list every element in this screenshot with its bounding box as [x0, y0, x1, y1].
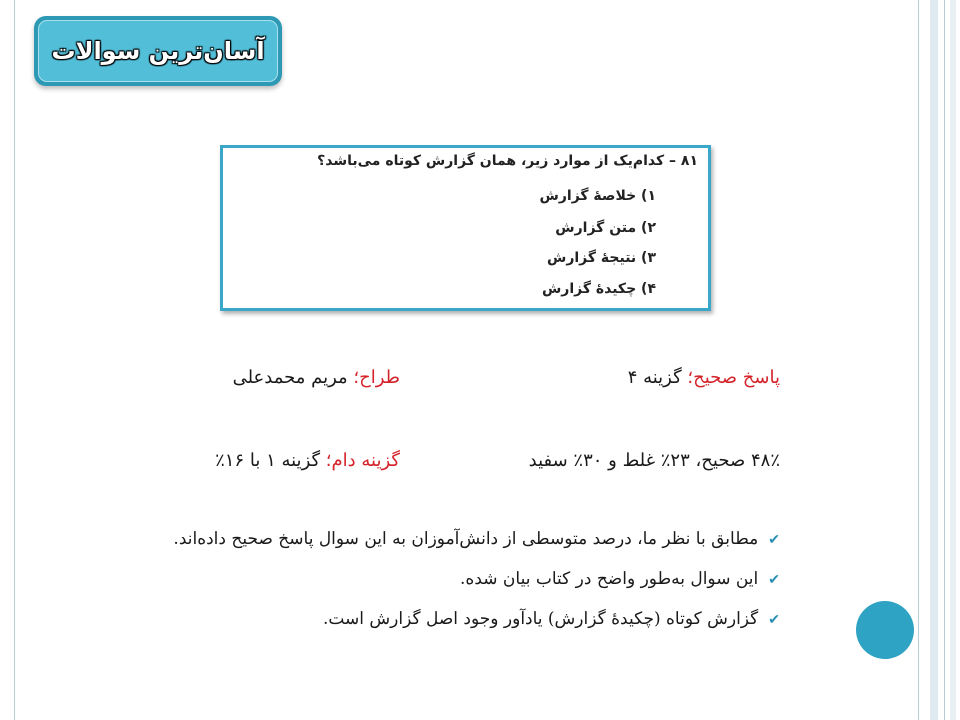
slide-title-badge-inner [38, 20, 278, 82]
note-text: گزارش کوتاه (چکیدهٔ گزارش) یادآور وجود اصل گزارش است. [322, 609, 759, 629]
slide-title: آسان‌ترین سوالات [51, 37, 265, 65]
question-option-4: ۴) چکیدهٔ گزارش [541, 281, 656, 297]
designer-value: مریم محمدعلی [232, 367, 354, 388]
left-frame-line [14, 0, 15, 720]
trap-option [215, 450, 400, 471]
note-item [80, 525, 780, 565]
designer [233, 367, 400, 388]
trap-option-value: گزینه ۱ با ۱۶٪ [215, 450, 326, 471]
question-stem: ۸۱ – کدام‌یک از موارد زیر، همان گزارش کوتاه می‌باشد؟ [317, 153, 698, 169]
correct-answer [628, 367, 780, 388]
check-icon: ✔ [768, 612, 780, 628]
answer-stats: ۴۸٪ صحیح، ۲۳٪ غلط و ۳۰٪ سفید [528, 450, 780, 471]
correct-answer-label: پاسخ صحیح؛ [687, 367, 780, 388]
note-item [80, 605, 780, 645]
right-frame-line-outer [944, 0, 945, 720]
notes-list [80, 525, 780, 645]
right-frame-band [930, 0, 938, 720]
question-option-1: ۱) خلاصهٔ گزارش [539, 188, 656, 204]
check-icon: ✔ [768, 532, 780, 548]
designer-label: طراح؛ [353, 367, 400, 388]
question-option-3: ۳) نتیجهٔ گزارش [547, 250, 656, 266]
slide-title-badge [34, 16, 282, 86]
right-frame-band-outer [950, 0, 956, 720]
correct-answer-value: گزینه ۴ [627, 367, 688, 388]
question-option-2: ۲) متن گزارش [555, 220, 656, 236]
decorative-circle [856, 601, 914, 659]
check-icon: ✔ [768, 572, 780, 588]
trap-option-label: گزینه دام؛ [325, 450, 400, 471]
note-item [80, 565, 780, 605]
question-box [220, 145, 711, 311]
note-text: این سوال به‌طور واضح در کتاب بیان شده. [460, 569, 759, 589]
note-text: مطابق با نظر ما، درصد متوسطی از دانش‌آموزان به این سوال پاسخ صحیح داده‌اند. [173, 529, 759, 549]
right-frame-line [918, 0, 919, 720]
